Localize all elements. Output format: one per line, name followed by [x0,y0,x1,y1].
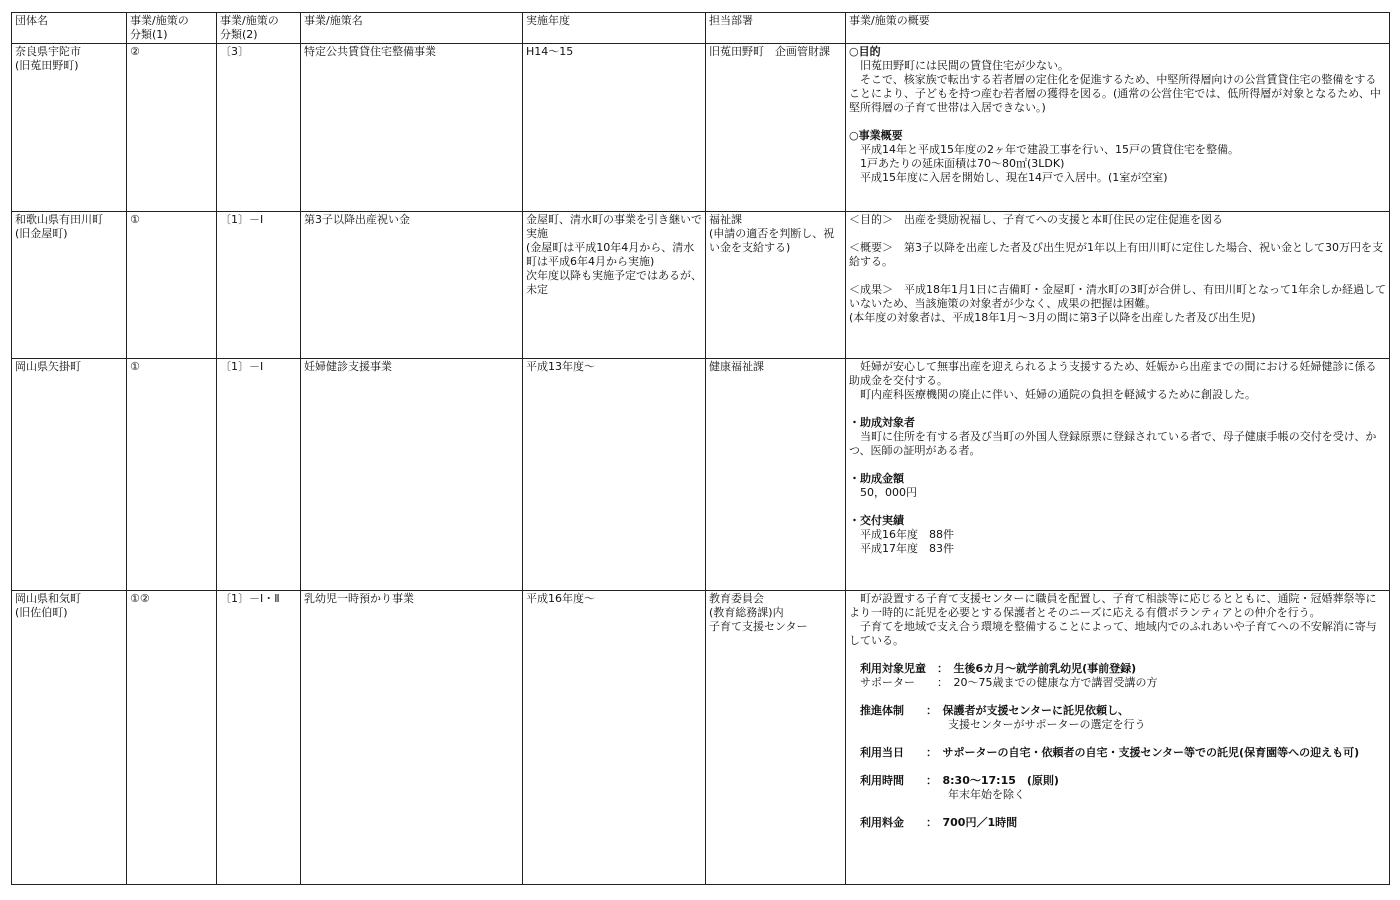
cell-category-2: 〔1〕－Ⅰ [217,359,301,591]
overview-line [849,227,1386,241]
cell-year: 平成13年度～ [523,359,706,591]
cell-year: H14～15 [523,44,706,212]
overview-line [849,458,1386,472]
overview-line: そこで、核家族で転出する若者層の定住化を促進するため、中堅所得層向けの公営賃貸住宅の整備をすることにより、子どもを持つ産む若者層の獲得を図る。(通常の公営住宅では、低所得層が対象となるため、中堅所得層の子育て世帯は入居できない。) [849,73,1381,114]
cell-category-2: 〔3〕 [217,44,301,212]
overview-line: (本年度の対象者は、平成18年1月～3月の間に第3子以降を出産した者及び出生児) [849,311,1256,324]
overview-line: ・交付実績 [849,514,904,527]
overview-line: ○目的 [849,45,881,58]
table-row [12,591,1390,885]
overview-line [849,690,1386,704]
cell-department: 健康福祉課 [706,359,846,591]
cell-overview [846,359,1390,591]
overview-line: ○事業概要 [849,129,903,142]
header-overview: 事業/施策の概要 [846,13,1390,44]
table-row [12,359,1390,591]
cell-overview [846,591,1390,885]
overview-line: 平成14年と平成15年度の2ヶ年で建設工事を行い、15戸の賃貸住宅を整備。 [849,143,1239,156]
overview-line: 子育てを地域で支え合う環境を整備することによって、地域内でのふれあいや子育てへの不安解消に寄与している。 [849,620,1377,647]
overview-line: 50，000円 [849,486,917,499]
cell-category-1: ① [127,359,217,591]
overview-line: ＜成果＞ 平成18年1月1日に吉備町・金屋町・清水町の3町が合併し、有田川町となって1年余しか経過していないため、当該施策の対象者が少なく、成果の把握は困難。 [849,283,1386,310]
cell-department: 教育委員会 (教育総務課)内 子育て支援センター [706,591,846,885]
cell-overview [846,212,1390,359]
cell-measure-name: 第3子以降出産祝い金 [301,212,523,359]
overview-line [849,648,1386,662]
overview-line: サポーター ： 20～75歳までの健康な方で講習受講の方 [849,676,1158,689]
overview-line: 年末年始を除く [849,788,1025,801]
cell-year: 金屋町、清水町の事業を引き継いで実施 (金屋町は平成10年4月から、清水町は平成6年4月から実施) 次年度以降も実施予定ではあるが、未定 [523,212,706,359]
overview-line: 1戸あたりの延床面積は70～80㎡(3LDK) [849,157,1065,170]
cell-category-2: 〔1〕－Ⅰ・Ⅱ [217,591,301,885]
cell-overview [846,44,1390,212]
cell-measure-name: 特定公共賃貸住宅整備事業 [301,44,523,212]
header-category-2: 事業/施策の 分類(2) [217,13,301,44]
cell-category-2: 〔1〕－Ⅰ [217,212,301,359]
overview-line: 利用料金 ： 700円／1時間 [849,816,1018,829]
overview-line: 旧菟田野町には民間の賃貸住宅が少ない。 [849,59,1069,72]
cell-org: 岡山県和気町 (旧佐伯町) [12,591,127,885]
overview-line: 平成16年度 88件 [849,528,954,541]
overview-line [849,802,1386,816]
cell-org: 和歌山県有田川町 (旧金屋町) [12,212,127,359]
cell-department: 福祉課 (申請の適否を判断し、祝い金を支給する) [706,212,846,359]
measures-table [11,12,1390,885]
header-measure-name: 事業/施策名 [301,13,523,44]
header-category-1: 事業/施策の 分類(1) [127,13,217,44]
cell-measure-name: 妊婦健診支援事業 [301,359,523,591]
overview-line: 平成15年度に入居を開始し、現在14戸で入居中。(1室が空室) [849,171,1168,184]
cell-org: 岡山県矢掛町 [12,359,127,591]
cell-org: 奈良県宇陀市 (旧菟田野町) [12,44,127,212]
cell-year: 平成16年度～ [523,591,706,885]
table-row [12,212,1390,359]
overview-line: 利用対象児童 ： 生後6カ月～就学前乳幼児(事前登録) [849,662,1137,675]
overview-line: 平成17年度 83件 [849,542,954,555]
overview-line: 当町に住所を有する者及び当町の外国人登録原票に登録されている者で、母子健康手帳の交付を受け、かつ、医師の証明がある者。 [849,430,1377,457]
overview-line [849,732,1386,746]
overview-line: ・助成金額 [849,472,904,485]
header-year: 実施年度 [523,13,706,44]
overview-line [849,500,1386,514]
header-row [12,13,1390,44]
cell-category-1: ①② [127,591,217,885]
cell-category-1: ② [127,44,217,212]
overview-line: 支援センターがサポーターの選定を行う [849,718,1146,731]
overview-line: ＜目的＞ 出産を奨励祝福し、子育てへの支援と本町住民の定住促進を図る [849,213,1223,226]
overview-line [849,115,1386,129]
overview-line: 利用時間 ： 8:30～17:15 (原則) [849,774,1059,787]
overview-line: ・助成対象者 [849,416,915,429]
overview-line: ＜概要＞ 第3子以降を出産した者及び出生児が1年以上有田川町に定住した場合、祝い金として30万円を支給する。 [849,241,1383,268]
table-row [12,44,1390,212]
cell-category-1: ① [127,212,217,359]
overview-line [849,269,1386,283]
cell-department: 旧菟田野町 企画管財課 [706,44,846,212]
cell-measure-name: 乳幼児一時預かり事業 [301,591,523,885]
overview-line [849,760,1386,774]
overview-line: 妊婦が安心して無事出産を迎えられるよう支援するため、妊娠から出産までの間における妊婦健診に係る助成金を交付する。 [849,360,1377,387]
overview-line [849,402,1386,416]
overview-line: 町が設置する子育て支援センターに職員を配置し、子育て相談等に応じるとともに、通院・冠婚葬祭等により一時的に託児を必要とする保護者とそのニーズに応える有償ボランティアとの仲介を行う。 [849,592,1377,619]
header-department: 担当部署 [706,13,846,44]
overview-line: 推進体制 ： 保護者が支援センターに託児依頼し、 [849,704,1130,717]
header-org: 団体名 [12,13,127,44]
overview-line: 町内産科医療機関の廃止に伴い、妊婦の通院の負担を軽減するために創設した。 [849,388,1256,401]
overview-line: 利用当日 ： サポーターの自宅・依頼者の自宅・支援センター等での託児(保育園等への迎えも可) [849,746,1360,759]
